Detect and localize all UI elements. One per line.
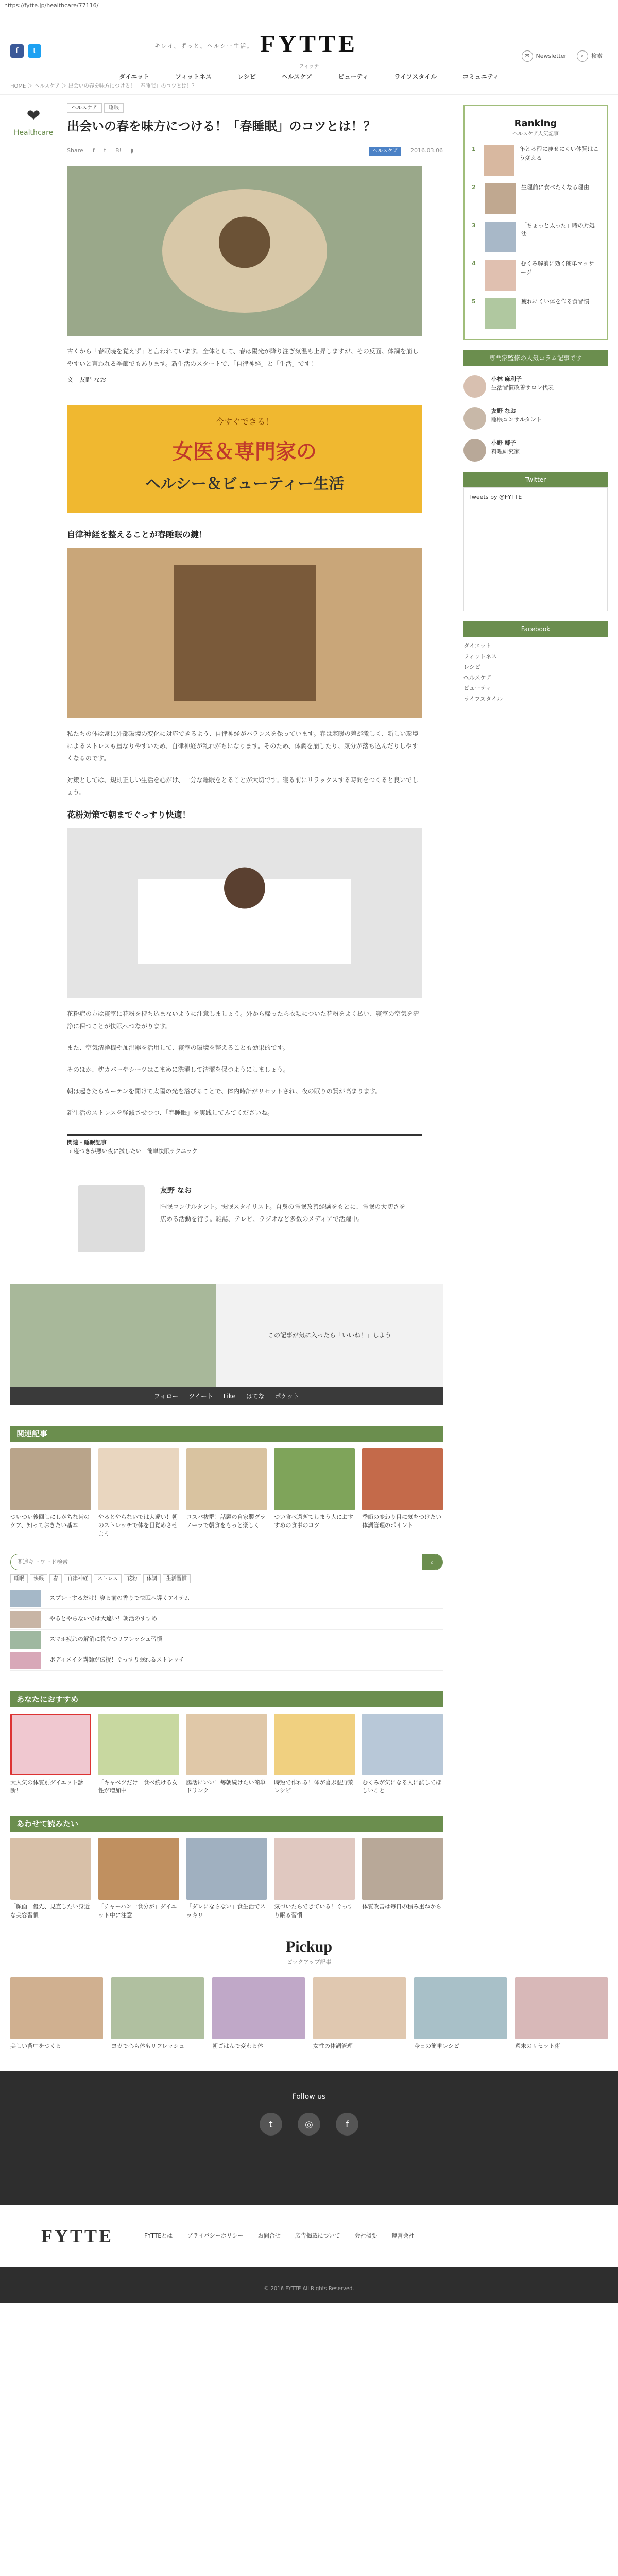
- twitter-widget[interactable]: Tweets by @FYTTE: [464, 487, 608, 611]
- footer-logo[interactable]: FYTTE: [41, 2226, 114, 2246]
- ranking-item[interactable]: 4 むくみ解消に効く簡単マッサージ: [472, 260, 599, 291]
- site-tagline: キレイ、ずっと。ヘルシー生活。: [154, 43, 254, 49]
- facebook-icon[interactable]: f: [10, 44, 24, 58]
- newsletter-link[interactable]: ✉ Newsletter: [522, 50, 566, 62]
- writer-item[interactable]: 小野 郷子 料理研究家: [464, 439, 608, 462]
- also-card[interactable]: 「チャーハン一食分が」ダイエット中に注意: [98, 1838, 179, 1920]
- like-button[interactable]: Like: [223, 1393, 236, 1400]
- search-icon: ⌕: [577, 50, 588, 62]
- related-sleep-link[interactable]: → 寝つきが悪い夜に試したい！簡単快眠テクニック: [67, 1147, 198, 1155]
- list-item[interactable]: やるとやらないでは大違い！朝活のすすめ: [10, 1609, 443, 1630]
- nav-healthcare[interactable]: ヘルスケア: [281, 73, 313, 80]
- search-link[interactable]: ⌕ 検索: [577, 50, 603, 62]
- list-item[interactable]: ボディメイク講師が伝授！ぐっすり眠れるストレッチ: [10, 1650, 443, 1671]
- site-footer: Follow us t ◎ f FYTTE FYTTEとは プライバシーポリシー お問合せ 広告掲載について 会社概要 運営会社 © 2016 FYTTE All Rights Reserved.: [0, 2071, 618, 2303]
- sidebar-categories: ダイエット フィットネス レシピ ヘルスケア ビューティ ライフスタイル: [464, 642, 503, 702]
- also-heading: あわせて読みたい: [10, 1816, 443, 1832]
- nav-diet[interactable]: ダイエット: [119, 73, 150, 80]
- pickup-heading: Pickup: [285, 1938, 333, 1955]
- writers-heading: 専門家監修の人気コラム記事です: [464, 350, 608, 366]
- mail-icon: ✉: [522, 50, 533, 62]
- pocket-share-icon[interactable]: ◗: [130, 147, 134, 155]
- nav-lifestyle[interactable]: ライフスタイル: [394, 73, 437, 80]
- facebook-share-icon[interactable]: f: [92, 147, 95, 155]
- keyword-tags: 睡眠 快眠 春 自律神経 ストレス 花粉 体調 生活習慣: [10, 1574, 443, 1583]
- keyword-search: [10, 1554, 443, 1570]
- photo-3: [67, 828, 422, 998]
- site-logo[interactable]: FYTTE フィッテ: [260, 30, 358, 70]
- writer-item[interactable]: 友野 なお 睡眠コンサルタント: [464, 407, 608, 430]
- twitter-icon[interactable]: t: [260, 2113, 282, 2136]
- related-card[interactable]: つい食べ過ぎてしまう人におすすめの食事のコツ: [274, 1448, 355, 1539]
- search-icon[interactable]: ⌕: [422, 1554, 442, 1570]
- like-photo: [10, 1284, 216, 1387]
- recommend-card[interactable]: 腸活にいい！毎朝続けたい簡単ドリンク: [186, 1714, 267, 1795]
- recommend-card[interactable]: むくみが気になる人に試してほしいこと: [362, 1714, 443, 1795]
- promo-banner[interactable]: 今すぐできる！ 女医＆専門家の ヘルシー＆ビューティー生活: [67, 405, 422, 513]
- recommend-card[interactable]: 「キャベツだけ」食べ続ける女性が増加中: [98, 1714, 179, 1795]
- category-badge[interactable]: ヘルスケア: [369, 147, 401, 156]
- hatena-button[interactable]: はてな: [246, 1393, 265, 1400]
- hero-photo: [67, 166, 422, 336]
- related-card[interactable]: コスパ抜群！話題の自家製グラノーラで朝食をもっと楽しく: [186, 1448, 267, 1539]
- like-text: この記事が気に入ったら「いいね！」しよう: [216, 1284, 443, 1387]
- pickup-card[interactable]: 美しい背中をつくる: [10, 1977, 103, 2051]
- article-main: ❤ Healthcare ヘルスケア 睡眠 出会いの春を味方につける！「春睡眠」のコツとは！？ Share f t B! ◗ ヘルスケア 2016.03.06 古くから「春眠暁を覚えず」と言われています。全体として、春は陽光が降り注ぎ気温も上昇しますが、その反面、体調を崩しやすいと言われる季節でもあります。新生活のスタートで、「自律神経」と「生活」です！ 文 友野 なお 今すぐできる！ 女医＆専門家の ヘルシー＆ビューティー生活 自律神経を整えることが春睡眠の鍵！ 私たちの体は常に外部環境の変化に対応できるよう、自律神経がバランスを保っています。春は寒暖の差が激しく、新しい環境によるストレスも重なりやすいため、自律神経が乱れがちになります。そのため、体調を崩したり、気分が落ち込んだりしやすくなるのです。 対策としては、規則正しい生活を心がけ、十分な睡眠をとることが大切です。寝る前にリラックスする時間をつくると良いでしょう。 花粉対策で朝までぐっすり快適！ 花粉症の方は寝室に花粉を持ち込まないように注意しましょう。外から帰ったら衣類についた花粉をよく払い、寝室の空気を清浄に保つことが快眠へつながります。 また、空気清浄機や加湿器を活用して、寝室の環境を整えることも効果的です。 そのほか、枕カバーやシーツはこまめに洗濯して清潔を保つようにしましょう。 朝は起きたらカーテンを開けて太陽の光を浴びることで、体内時計がリセットされ、夜の眠りの質が高まります。 新生活のストレスを軽減させつつ、「春睡眠」を実践してみてくださいね。 関連・睡眠記事 → 寝つきが悪い夜に試したい！簡単快眠テクニック 友野 なお 睡眠コンサルタント。快眠スタイリスト。自身の睡眠改善経験をもとに、睡眠の大切さを広める活動を行う。雑誌、テレビ、ラジオなど多数のメディアで活躍中。 この記事が気に入ったら「いいね！」しよう フォロー ツイート Like はてな ポケット 関連記事 ついつい後回しにしがちな歯のケア、知っておきたい基本 やるとやらないでは大違い！朝のストレッチで体を目覚めさせよう コスパ抜群！話題の自家製グラノーラで朝食をもっと楽しく つい食べ過ぎてしまう人におすすめの食事のコツ 季節の変わり目に気をつけたい体調管理のポイント 関連キーワード検索 ⌕ 睡眠 快眠 春 自律神経 ストレス 花粉 体調 生活習慣 スプレーするだけ！寝る前の香りで快眠へ導くアイテム やるとやらないでは大違い！朝活のすすめ スマホ疲れの解消に役立つリフレッシュ習慣 ボディメイク講師が伝授！ぐっすり眠れるストレッチ あなたにおすすめ 大人気の体質別ダイエット診断！ 「キャベツだけ」食べ続ける女性が増加中 腸活にいい！毎朝続けたい簡単ドリンク 時短で作れる！体が喜ぶ温野菜レシピ むくみが気になる人に試してほしいこと あわせて読みたい 「顔面」優先、見直したい身近な美容習慣 「チャーハン一食分が」ダイエット中に注意 「ダレにならない」食生活でスッキリ 気づいたらできている！ぐっすり眠る習慣 体質改善は毎日の積み重ねから: [0, 95, 453, 1920]
- recommend-card[interactable]: 時短で作れる！体が喜ぶ温野菜レシピ: [274, 1714, 355, 1795]
- nav-recipe[interactable]: レシピ: [237, 73, 256, 80]
- ranking-item[interactable]: 2 生理前に食べたくなる理由: [472, 183, 599, 214]
- avatar: [78, 1185, 145, 1252]
- twitter-share-icon[interactable]: t: [104, 147, 106, 155]
- global-nav: [0, 72, 618, 81]
- sidebar: [453, 95, 618, 1920]
- recommend-heading: あなたにおすすめ: [10, 1691, 443, 1707]
- like-box: [10, 1284, 443, 1387]
- ranking-box: Ranking ヘルスケア人気記事 1 年とる程に痩せにくい体質はこう変える 2 生理前に食べたくなる理由 3 「ちょっと太った」時の対処法 4 むくみ解消に効く簡単マッサージ 5 疲れにくい体を作る食習慣: [464, 105, 608, 340]
- breadcrumb[interactable]: HOME ＞ ヘルスケア ＞ 出会いの春を味方につける！「春睡眠」のコツとは！？: [0, 78, 618, 95]
- tag-healthcare[interactable]: ヘルスケア: [67, 103, 102, 113]
- ranking-item[interactable]: 1 年とる程に痩せにくい体質はこう変える: [472, 145, 599, 176]
- share-bar: [10, 1387, 443, 1405]
- pickup-card[interactable]: 今日の簡単レシピ: [414, 1977, 507, 2051]
- heading-1: 自律神経を整えることが春睡眠の鍵！: [67, 530, 208, 539]
- share-label: Share: [67, 147, 83, 155]
- also-card[interactable]: 気づいたらできている！ぐっすり眠る習慣: [274, 1838, 355, 1920]
- nav-fitness[interactable]: フィットネス: [175, 73, 212, 80]
- also-card[interactable]: 「顔面」優先、見直したい身近な美容習慣: [10, 1838, 91, 1920]
- hatena-share-icon[interactable]: B!: [115, 147, 122, 155]
- photo-2: [67, 548, 422, 718]
- facebook-heading: Facebook: [464, 621, 608, 637]
- also-card[interactable]: 体質改善は毎日の積み重ねから: [362, 1838, 443, 1920]
- browser-url: https://fytte.jp/healthcare/77116/: [0, 0, 618, 11]
- related-card[interactable]: 季節の変わり目に気をつけたい体調管理のポイント: [362, 1448, 443, 1539]
- related-heading: 関連記事: [10, 1426, 443, 1442]
- recommend-card[interactable]: 大人気の体質別ダイエット診断！: [10, 1714, 91, 1795]
- nav-community[interactable]: コミュニティ: [462, 73, 499, 80]
- pickup-card[interactable]: 週末のリセット術: [515, 1977, 608, 2051]
- related-sleep-box: 関連・睡眠記事 → 寝つきが悪い夜に試したい！簡単快眠テクニック: [67, 1134, 422, 1159]
- heading-2: 花粉対策で朝までぐっすり快適！: [67, 810, 191, 820]
- pickup-card[interactable]: 朝ごはんで変わる体: [212, 1977, 305, 2051]
- ranking-item[interactable]: 3 「ちょっと太った」時の対処法: [472, 222, 599, 252]
- category-box: ❤ Healthcare: [10, 103, 57, 139]
- article-title: 出会いの春を味方につける！「春睡眠」のコツとは！？: [67, 119, 376, 133]
- tag-sleep[interactable]: 睡眠: [104, 103, 124, 113]
- heart-icon: ❤: [26, 106, 41, 125]
- pocket-button[interactable]: ポケット: [274, 1393, 300, 1400]
- copyright: © 2016 FYTTE All Rights Reserved.: [264, 2286, 354, 2292]
- article-date: 2016.03.06: [410, 147, 443, 155]
- ranking-item[interactable]: 5 疲れにくい体を作る食習慣: [472, 298, 599, 329]
- related-card[interactable]: ついつい後回しにしがちな歯のケア、知っておきたい基本: [10, 1448, 91, 1539]
- pickup-card[interactable]: 女性の体調管理: [313, 1977, 406, 2051]
- twitter-heading: Twitter: [464, 472, 608, 487]
- nav-beauty[interactable]: ビューティ: [338, 73, 369, 80]
- list-item[interactable]: スマホ疲れの解消に役立つリフレッシュ習慣: [10, 1630, 443, 1650]
- lead-text: 古くから「春眠暁を覚えず」と言われています。全体として、春は陽光が降り注ぎ気温も上昇しますが、その反面、体調を崩しやすいと言われる季節でもあります。新生活のスタートで、「自律神経」と「生活」です！: [67, 348, 419, 367]
- pickup-card[interactable]: ヨガで心も体もリフレッシュ: [111, 1977, 204, 2051]
- facebook-icon[interactable]: f: [336, 2113, 358, 2136]
- list-item[interactable]: スプレーするだけ！寝る前の香りで快眠へ導くアイテム: [10, 1588, 443, 1609]
- writer-item[interactable]: 小林 麻利子 生活習慣改善サロン代表: [464, 375, 608, 398]
- also-card[interactable]: 「ダレにならない」食生活でスッキリ: [186, 1838, 267, 1920]
- author-profile: 友野 なお 睡眠コンサルタント。快眠スタイリスト。自身の睡眠改善経験をもとに、睡眠の大切さを広める活動を行う。雑誌、テレビ、ラジオなど多数のメディアで活躍中。: [67, 1175, 422, 1263]
- related-card[interactable]: やるとやらないでは大違い！朝のストレッチで体を目覚めさせよう: [98, 1448, 179, 1539]
- follow-button[interactable]: フォロー: [153, 1393, 179, 1400]
- twitter-icon[interactable]: t: [28, 44, 41, 58]
- author-line: 文 友野 なお: [67, 376, 106, 383]
- instagram-icon[interactable]: ◎: [298, 2113, 320, 2136]
- site-header: [0, 11, 618, 78]
- tweet-button[interactable]: ツイート: [188, 1393, 213, 1400]
- search-input[interactable]: [11, 1554, 422, 1570]
